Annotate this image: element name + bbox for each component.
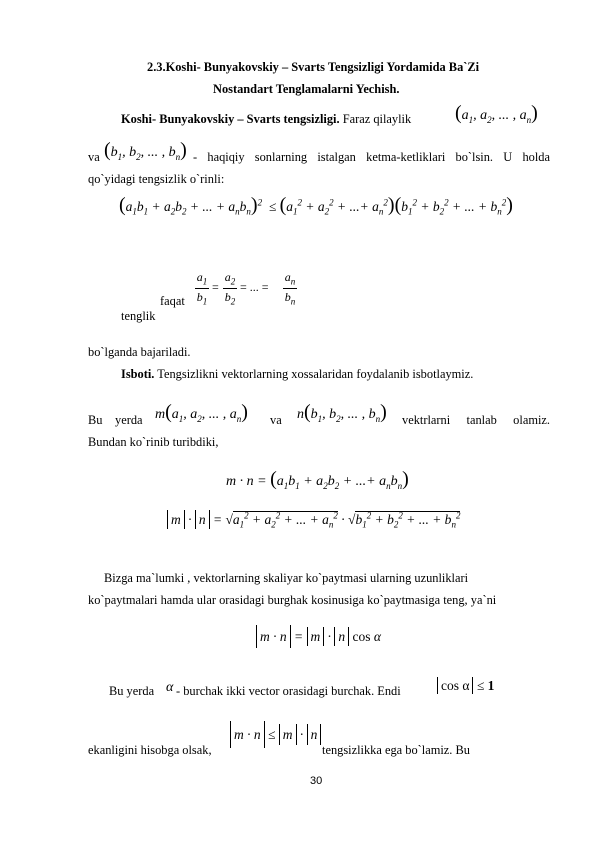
title-line-1: 2.3.Koshi- Bunyakovskiy – Svarts Tengsizligi Yordamida Ba`Zi <box>147 60 480 74</box>
paragraph-sequences: - haqiqiy sonlarning istalgan ketma-ketliklari bo`lsin. U holda <box>193 150 550 164</box>
paragraph-cosine: ko`paytmalari hamda ular orasidagi burghak kosinusiga ko`paytmasiga teng, ya`ni <box>88 593 497 607</box>
word-faqat: faqat <box>160 294 185 308</box>
paragraph-alpha-rest: - burchak ikki vector orasidagi burchak. Endi <box>176 684 401 698</box>
page-number: 30 <box>310 775 323 787</box>
paragraph-proof <box>121 367 473 382</box>
cauchy-schwarz-inequality: ($a_1b_1 + a_2b_2$ + ... + $a_nb_n)^2 \le (a_1^2 + a_2^2$ + ...+ $a_n^2)(b_1^2 + b_2^2$ + ... + $b_n^2$) <box>119 194 513 217</box>
paragraph-scalar-product: Bizga ma`lumki , vektorlarning skaliyar ko`paytmasi ularning uzunliklari <box>104 571 469 585</box>
theorem-name: Koshi- Bunyakovskiy – Svarts tengsizligi. <box>121 112 340 126</box>
word-tenglik: tenglik <box>121 309 156 323</box>
vector-m-definition: $m(a_1$, $a_2$, ... , $a_n$) <box>155 401 248 424</box>
sequence-b: ($b_1$, $b_2$, ... , $b_n$) <box>104 139 187 162</box>
cauchy-vector-inequality: m · n ≤ m · n <box>230 727 321 743</box>
paragraph-intro <box>121 112 411 127</box>
norms-product-formula: $m \cdot n = √a_1^2 + a_2^2$ + ... + $a_n^2 \cdot √b_1^2 + b_2^2$ + ... + $b_n^2$ <box>167 512 460 528</box>
title-line-2: Nostandart Tenglamalarni Yechish. <box>213 82 400 96</box>
intro-text: Faraz qilaylik <box>339 112 412 126</box>
vector-n-definition: $n(b_1$, $b_2$, ... , $b_n$) <box>297 401 387 424</box>
proof-label: Isboti. <box>121 367 155 381</box>
paragraph-equality: bo`lganda bajariladi. <box>88 345 191 359</box>
dot-product-formula: $m \cdot n = (a_1b_1 + a_2b_2$ + ...+ $a_nb_n$) <box>226 468 409 491</box>
cosine-formula: m · n = m · n cos α <box>256 629 381 645</box>
sequence-a: ($a_1$, $a_2$, ... , $a_n$) <box>455 102 538 125</box>
word-va-2: va <box>270 413 282 427</box>
alpha-symbol: α <box>166 680 174 695</box>
paragraph-final-start: ekanligini hisobga olsak, <box>88 743 212 757</box>
document-page: 2.3.Koshi- Bunyakovskiy – Svarts Tengsizligi Yordamida Ba`Zi Nostandart Tenglamalarni Yechish. Koshi- Bunyakovskiy – Svarts tengsizligi. Faraz qilaylik ($a_1$, $a_2$, ... , $a_n$) va ($b_1$, $b_2$, ... , $b_n$) - haqiqiy sonlarning istalgan ketma-ketliklari bo`lsin. U holda qo`yidagi tengsizlik o`rinli: ($a_1b_1 + a_2b_2$ + ... + $a_nb_n)^2 \le (a_1^2 + a_2^2$ + ...+ $a_n^2)(b_1^2 + b_2^2$ + ... + $b_n^2$) faqat $a_1$ $b_1$ = $a_2$ $b_2$ = ... = $a_n$ $b_n$ tenglik bo`lganda bajariladi. Isboti. Tengsizlikni vektorlarning xossalaridan foydalanib isbotlaymiz. Bu yerda $m(a_1$, $a_2$, ... , $a_n$) va $n(b_1$, $b_2$, ... , $b_n$) vektrlarni tanlab olamiz. Bundan ko`rinib turibdiki, $m \cdot n = (a_1b_1 + a_2b_2$ + ...+ $a_nb_n$) $m \cdot n = √a_1^2 + a_2^2$ + ... + $a_n^2 \cdot √b_1^2 + b_2^2$ + ... + $b_n^2$ Bizga ma`lumki , vektorlarning skaliyar ko`paytmasi ularning uzunliklari ko`paytmalari hamda ular orasidagi burghak kosinusiga ko`paytmasiga teng, ya`ni m · n = m · n cos α Bu yerda α - burchak ikki vector orasidagi burchak. Endi cos α ≤ 1 ekanligini hisobga olsak, m · n ≤ m · n tengsizlikka ega bo`lamiz. Bu 30 <box>88 60 550 787</box>
word-bu: Bu <box>88 413 103 427</box>
paragraph-vectors: vektrlarni tanlab olamiz. <box>402 413 550 427</box>
cosine-bound: cos α ≤ 1 <box>437 678 494 694</box>
paragraph-final-end: tengsizlikka ega bo`lamiz. Bu <box>322 743 470 757</box>
paragraph-consequence: Bundan ko`rinib turibdiki, <box>88 435 219 449</box>
paragraph-alpha-start: Bu yerda <box>109 684 155 698</box>
paragraph-inequality-intro: qo`yidagi tengsizlik o`rinli: <box>88 172 225 186</box>
proof-text: Tengsizlikni vektorlarning xossalaridan foydalanib isbotlaymiz. <box>154 367 474 381</box>
word-yerda: yerda <box>115 413 143 427</box>
word-va: va <box>88 150 100 164</box>
